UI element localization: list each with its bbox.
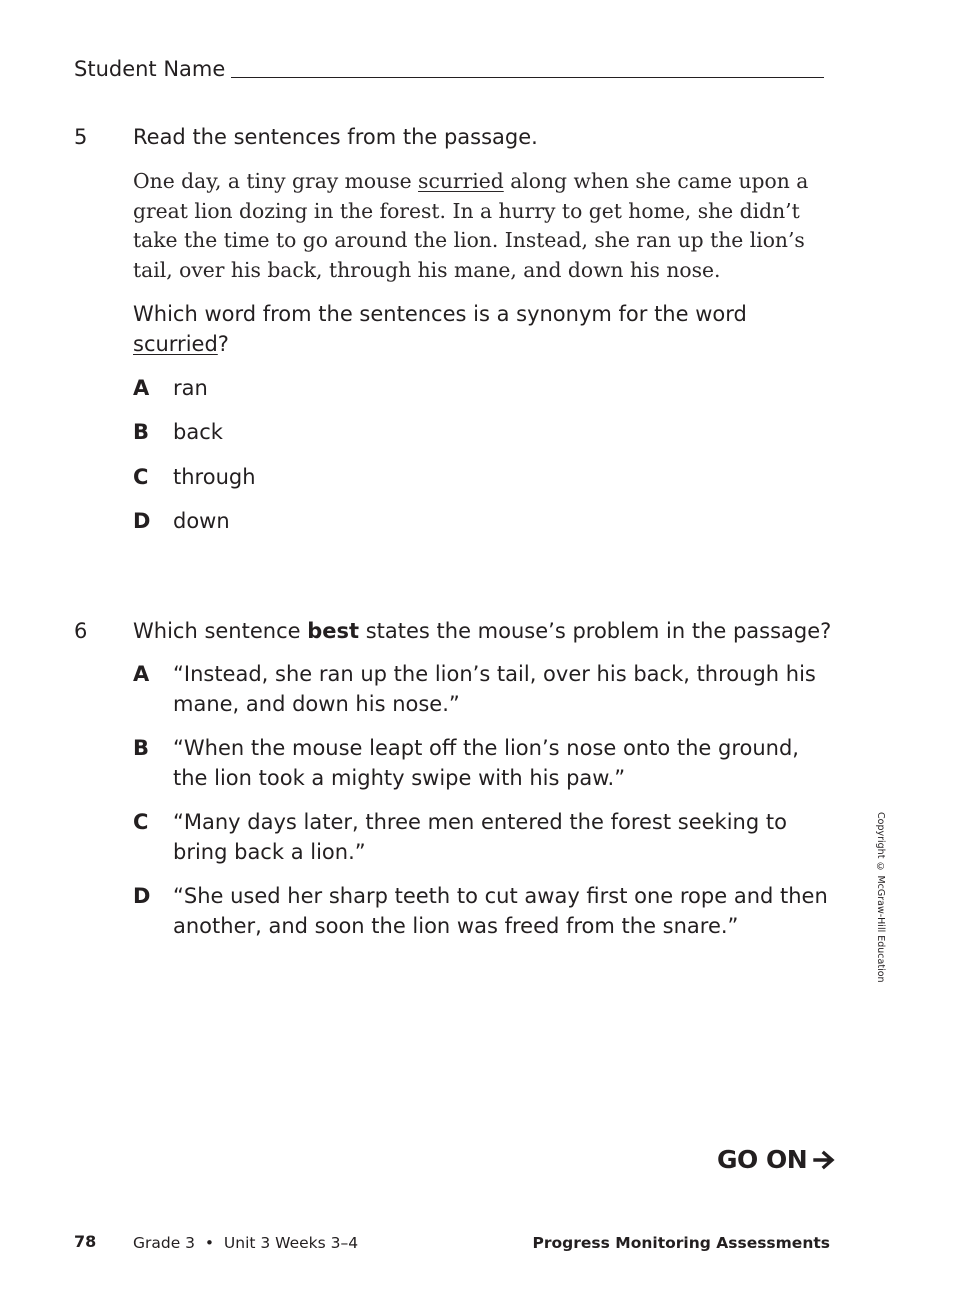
question-5-passage [133,167,833,285]
footer-title: Progress Monitoring Assessments [532,1234,830,1252]
q6-option-c-letter[interactable]: C [133,810,149,834]
q6-option-a-text[interactable]: “Instead, she ran up the lion’s tail, over his back, through his mane, and down his nose.” [173,662,816,716]
passage-underlined-word: scurried [418,169,504,193]
student-name-label: Student Name [74,57,226,81]
q5-option-d-letter[interactable]: D [133,509,151,533]
q6-option-c-text[interactable]: “Many days later, three men entered the forest seeking to bring back a lion.” [173,810,787,864]
question-5-question [133,299,833,359]
question-5-number: 5 [74,125,88,149]
q5-option-a-text[interactable]: ran [173,376,208,400]
q5-option-c-letter[interactable]: C [133,465,149,489]
question-6-question [133,616,833,646]
passage-text-after: along when she came upon a great lion dozing in the forest. In a hurry to get home, she didn’t take the time to go around the lion. Instead, she ran up the lion’s tail, over his back, through his mane, and down his nose. [133,169,809,282]
q6-option-d-letter[interactable]: D [133,884,151,908]
question-5-prompt: Read the sentences from the passage. [133,125,538,149]
arrow-right-icon [813,1150,837,1170]
question-6-bold-word: best [307,619,360,643]
question-6-text-before: Which sentence [133,619,308,643]
go-on-indicator [717,1143,837,1177]
go-on-label: GO ON [717,1145,808,1174]
q6-option-d-text[interactable]: “She used her sharp teeth to cut away first one rope and then another, and soon the lion was freed from the snare.” [173,884,828,938]
q6-option-a-letter[interactable]: A [133,662,150,686]
page-number: 78 [74,1232,97,1251]
q6-option-b-letter[interactable]: B [133,736,150,760]
q5-option-b-text[interactable]: back [173,420,223,444]
q5-option-a-letter[interactable]: A [133,376,150,400]
question-5-text-after: ? [217,332,229,356]
question-5-underlined-word: scurried [133,332,218,356]
footer-grade-unit: Grade 3 • Unit 3 Weeks 3–4 [133,1234,359,1252]
copyright-notice: Copyright © McGraw-Hill Education [875,812,886,983]
question-6-number: 6 [74,619,88,643]
q5-option-c-text[interactable]: through [173,465,256,489]
q6-option-b-text[interactable]: “When the mouse leapt off the lion’s nose onto the ground, the lion took a mighty swipe with his paw.” [173,736,799,790]
student-name-field[interactable] [231,77,824,78]
passage-text-before: One day, a tiny gray mouse [133,169,419,193]
q5-option-b-letter[interactable]: B [133,420,150,444]
question-6-text-after: states the mouse’s problem in the passage? [359,619,832,643]
question-5-text-before: Which word from the sentences is a synonym for the word [133,302,747,326]
q5-option-d-text[interactable]: down [173,509,230,533]
